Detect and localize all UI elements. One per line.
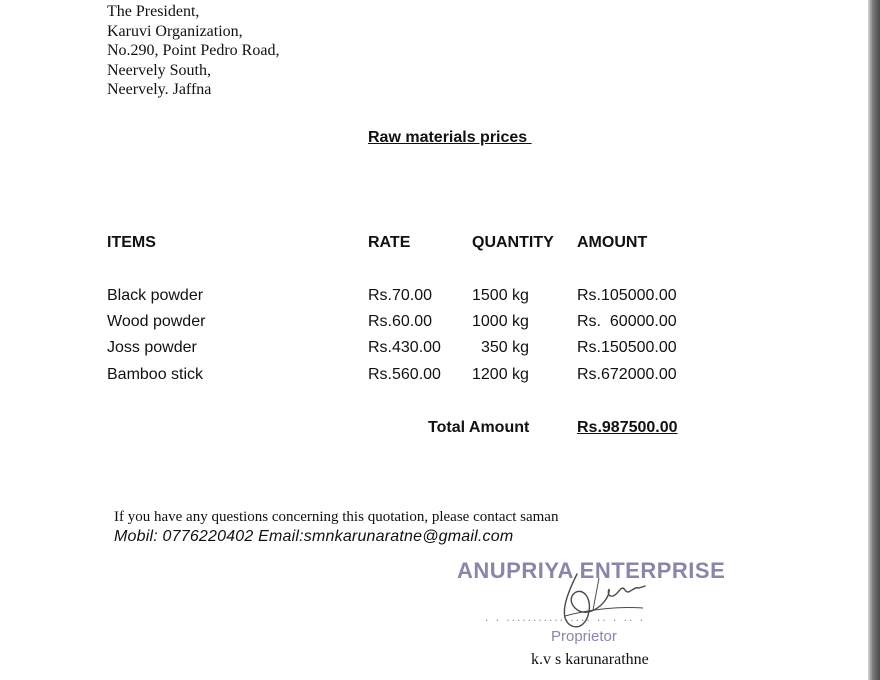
row-rate: Rs.60.00 [368,313,433,330]
row-rate: Rs.70.00 [368,287,433,304]
row-item: Joss powder [107,339,197,356]
row-quantity: 1000 kg [472,313,529,330]
row-item: Wood powder [107,313,206,330]
row-amount: Rs.672000.00 [577,366,677,383]
header-amount: AMOUNT [577,234,648,251]
row-amount: Rs. 60000.00 [577,313,677,330]
row-quantity: 350 kg [481,339,530,356]
row-item: Black powder [107,287,204,304]
signatory-name: k.v s karunarathne [531,651,649,668]
window-edge [868,0,880,680]
company-stamp [455,554,730,654]
document-title: Raw materials prices [368,129,532,146]
row-quantity: 1200 kg [472,366,529,383]
stamp-role: Proprietor [551,628,617,645]
total-value: Rs.987500.00 [577,419,678,436]
row-amount: Rs.150500.00 [577,339,677,356]
address-line: No.290, Point Pedro Road, [107,42,280,60]
stamp-company-name: ANUPRIYA ENTERPRISE [457,558,726,583]
row-rate: Rs.430.00 [368,339,441,356]
header-items: ITEMS [107,234,156,251]
recipient-address [107,2,279,100]
contact-line: If you have any questions concerning this quotation, please contact saman [114,509,559,525]
address-line: The President, [107,3,200,20]
header-rate: RATE [368,234,411,251]
row-quantity: 1500 kg [472,287,529,304]
stamp-dotted-line: . . ................ .. . .. . [485,610,646,624]
row-amount: Rs.105000.00 [577,287,677,304]
total-label: Total Amount [428,419,530,436]
address-line: Neervely South, [107,61,211,79]
address-line: Neervely. Jaffna [107,81,212,99]
row-rate: Rs.560.00 [368,366,441,383]
contact-mobile-email: Mobil: 0776220402 Email:smnkarunaratne@gmail.com [114,528,514,545]
row-item: Bamboo stick [107,366,204,383]
signature-icon [547,564,657,636]
header-quantity: QUANTITY [472,234,554,251]
address-line: Karuvi Organization, [107,22,243,40]
